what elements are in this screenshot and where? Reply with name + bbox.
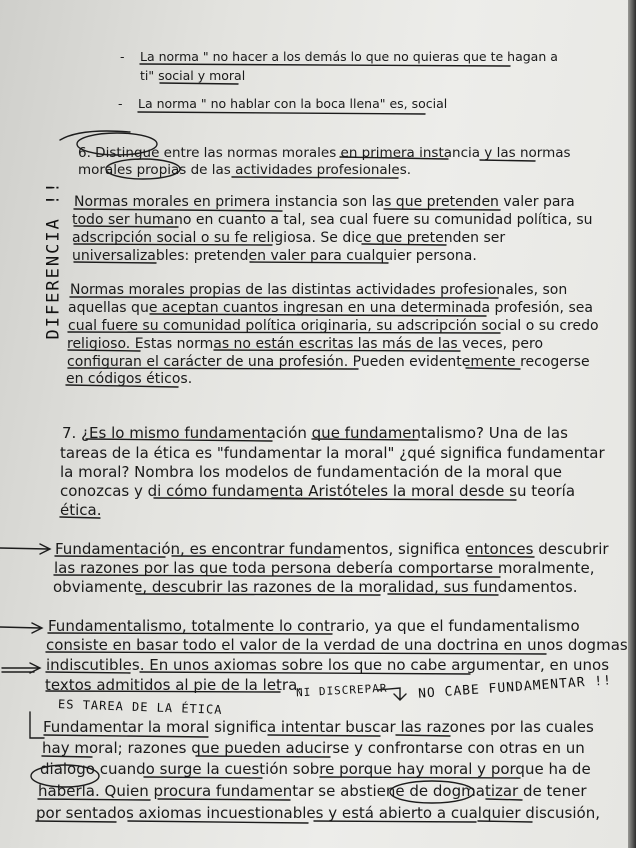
bullet-1-line-2: ti" social y moral (140, 68, 246, 83)
bullet-1-line-1: La norma " no hacer a los demás lo que no quieras que te hagan a (140, 49, 558, 64)
text-line: Normas morales propias de las distintas actividades profesionales, son (70, 282, 568, 298)
bullet-dash: - (118, 96, 123, 111)
bullet-2-line-1: La norma " no hablar con la boca llena" es, social (138, 96, 448, 111)
text-line: ética. (60, 501, 102, 519)
text-line: Fundamentar la moral significa intentar buscar las razones por las cuales (43, 718, 594, 736)
handwritten-note: NO CABE FUNDAMENTAR !! (417, 673, 613, 702)
text-line: adscripción social o su fe religiosa. Se dice que pretenden ser (72, 230, 506, 246)
text-line: aquellas que aceptan cuantos ingresan en una determinada profesión, sea (68, 300, 593, 316)
text-line: religioso. Estas normas no están escritas las más de las veces, pero (67, 336, 544, 352)
text-line: configuran el carácter de una profesión. Pueden evidentemente recogerse (67, 354, 590, 370)
text-line: por sentados axiomas incuestionables y está abierto a cualquier discusión, (36, 804, 600, 822)
text-line: haberla. Quien procura fundamentar se abstiene de dogmatizar de tener (38, 782, 587, 800)
bullet-dash: - (120, 49, 125, 64)
text-line: conozcas y di cómo fundamenta Aristóteles la moral desde su teoría (60, 482, 576, 500)
text-line: consiste en basar todo el valor de la verdad de una doctrina en unos dogmas (46, 636, 628, 654)
handwritten-note: ES TAREA DE LA ÉTICA (57, 697, 223, 717)
text-line: la moral? Nombra los modelos de fundamentación de la moral que (60, 463, 563, 481)
text-line: Fundamentación, es encontrar fundamentos, significa entonces descubrir (55, 540, 609, 558)
text-line: hay moral; razones que pueden aducirse y confrontarse con otras en un (42, 739, 585, 757)
question-6-line-2: morales propias de las actividades profesionales. (78, 162, 412, 178)
text-line: 7. ¿Es lo mismo fundamentación que fundamentalismo? Una de las (62, 424, 568, 442)
text-line: Normas morales en primera instancia son las que pretenden valer para (74, 194, 575, 210)
text-line: en códigos éticos. (66, 371, 193, 387)
text-line: universalizables: pretenden valer para cualquier persona. (72, 248, 477, 264)
handwritten-margin-note: DIFERENCIA !! (43, 180, 64, 340)
page-edge-shadow (628, 0, 636, 848)
question-6-line-1: 6. Distingue entre las normas morales en primera instancia y las normas (78, 145, 571, 161)
text-line: todo ser humano en cuanto a tal, sea cual fuere su comunidad política, su (72, 212, 593, 228)
text-line: las razones por las que toda persona debería comportarse moralmente, (54, 559, 595, 577)
text-line: indiscutibles. En unos axiomas sobre los que no cabe argumentar, en unos (46, 656, 610, 674)
text-line: tareas de la ética es "fundamentar la moral" ¿qué significa fundamentar (60, 444, 605, 462)
text-line: obviamente, descubrir las razones de la moralidad, sus fundamentos. (53, 578, 578, 596)
text-line: textos admitidos al pie de la letra. (45, 676, 303, 694)
text-line: dialogo cuando surge la cuestión sobre porque hay moral y porque ha de (40, 760, 591, 778)
handwritten-note: NI DISCREPAR (295, 681, 388, 700)
text-line: Fundamentalismo, totalmente lo contrario, ya que el fundamentalismo (48, 617, 580, 635)
text-line: cual fuere su comunidad política originaria, su adscripción social o su credo (68, 318, 599, 334)
